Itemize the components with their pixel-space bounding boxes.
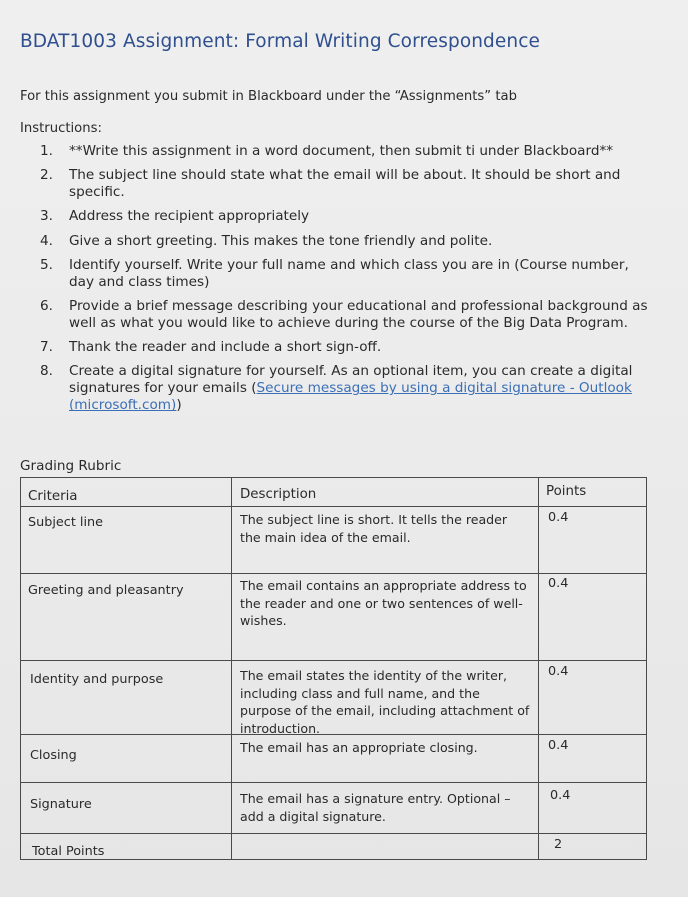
points-cell: 0.4 [548, 576, 569, 591]
list-number: 6. [40, 297, 53, 314]
list-text: Provide a brief message describing your educational and professional background as well as what you would like to achieve during the course of the Big Data Program. [69, 297, 648, 331]
list-number: 3. [40, 208, 53, 225]
description-cell: The email contains an appropriate address to the reader and one or two sentences of well-wishes. [240, 578, 527, 628]
list-number: 1. [40, 143, 53, 159]
list-item [40, 233, 650, 250]
table-border-line [20, 782, 647, 783]
list-text-after-link: ) [176, 397, 182, 414]
table-border-line [20, 859, 647, 860]
table-border-line [20, 477, 647, 478]
table-border-line [20, 833, 647, 834]
criteria-cell: Closing [30, 748, 77, 763]
points-cell: 0.4 [550, 788, 571, 803]
list-item [40, 143, 650, 160]
digital-signature-link[interactable]: Secure messages by using a digital signature - Outlook (microsoft.com) [69, 380, 632, 414]
description-cell: The email states the identity of the writer, including class and full name, and the purpose of the email, including attachment of introduction. [240, 668, 530, 736]
total-criteria-cell: Total Points [32, 844, 105, 859]
points-cell: 0.4 [548, 664, 569, 679]
points-cell: 0.4 [548, 738, 569, 753]
criteria-cell: Greeting and pleasantry [28, 583, 184, 598]
list-item [40, 167, 650, 201]
description-cell: The email has an appropriate closing. [240, 740, 478, 755]
list-text: Identify yourself. Write your full name and which class you are in (Course number, day and class times) [69, 256, 629, 290]
header-description: Description [240, 487, 317, 502]
table-border-line [231, 477, 232, 860]
list-text: Address the recipient appropriately [69, 208, 310, 225]
points-cell: 0.4 [548, 510, 569, 525]
criteria-cell: Signature [30, 797, 92, 812]
list-number: 7. [40, 339, 53, 356]
list-number: 2. [40, 167, 53, 184]
list-item [40, 363, 650, 414]
table-border-line [646, 477, 647, 860]
description-cell: The email has a signature entry. Optional – add a digital signature. [240, 791, 511, 824]
list-item [40, 298, 650, 332]
list-text [69, 363, 632, 413]
list-text: **Write this assignment in a word document, then submit ti under Blackboard** [69, 143, 614, 159]
criteria-cell: Identity and purpose [30, 672, 164, 687]
table-border-line [538, 477, 539, 860]
criteria-cell: Subject line [28, 515, 104, 530]
list-text: Thank the reader and include a short sign-off. [69, 339, 382, 356]
list-number: 5. [40, 256, 53, 273]
list-number: 4. [40, 232, 53, 249]
list-number: 8. [40, 363, 53, 380]
header-points: Points [546, 484, 587, 499]
header-criteria: Criteria [28, 489, 78, 504]
total-points-cell: 2 [554, 837, 563, 852]
rubric-table [20, 477, 647, 860]
list-text: The subject line should state what the email will be about. It should be short and specific. [69, 167, 621, 201]
list-item [40, 339, 650, 356]
intro-text: For this assignment you submit in Blackboard under the “Assignments” tab [20, 89, 517, 104]
table-border-line [20, 573, 647, 574]
list-text-before-link: Create a digital signature for yourself. As an optional item, you can create a digital signatures for your emails ( [69, 363, 633, 397]
table-border-line [20, 660, 647, 661]
list-text: Give a short greeting. This makes the tone friendly and polite. [69, 232, 493, 249]
table-border-line [20, 506, 647, 507]
instructions-list [40, 143, 650, 422]
document-title: BDAT1003 Assignment: Formal Writing Correspondence [20, 31, 540, 52]
list-item [40, 257, 650, 291]
description-cell: The subject line is short. It tells the reader the main idea of the email. [240, 512, 508, 545]
rubric-label: Grading Rubric [20, 458, 122, 474]
table-border-line [20, 477, 21, 860]
instructions-label: Instructions: [20, 121, 102, 136]
list-item [40, 208, 650, 225]
